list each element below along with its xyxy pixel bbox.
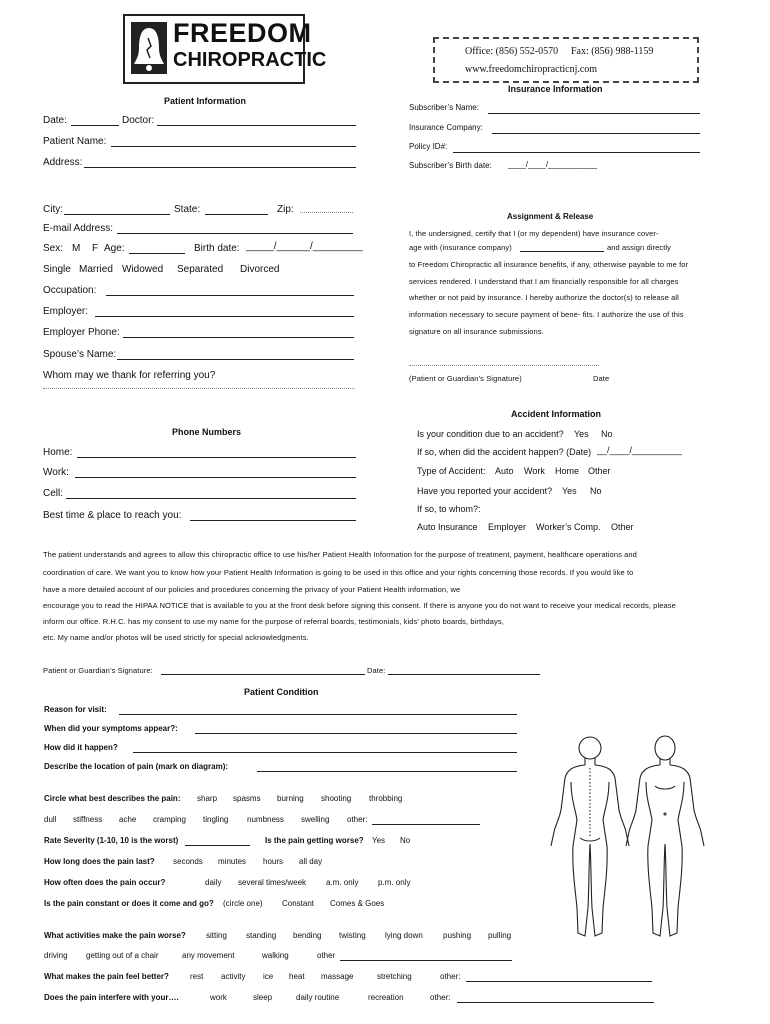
- accident-type-work[interactable]: Work: [524, 466, 545, 476]
- marital-single[interactable]: Single: [43, 264, 71, 275]
- better-other-field[interactable]: [466, 972, 652, 982]
- pain-swelling[interactable]: swelling: [301, 815, 330, 824]
- best-time-field[interactable]: [190, 510, 356, 521]
- worse-acts-label: What activities make the pain worse?: [44, 931, 186, 940]
- policy-field[interactable]: [453, 142, 700, 153]
- zip-label: Zip:: [277, 204, 294, 215]
- home-phone-label: Home:: [43, 447, 73, 458]
- act-pushing[interactable]: pushing: [443, 931, 472, 940]
- interfere-work[interactable]: work: [210, 993, 227, 1002]
- age-label: Age:: [104, 243, 125, 254]
- date-field[interactable]: [71, 115, 119, 126]
- assignment-line-6: information necessary to secure payment of bene- fits. I authorize the use of this: [409, 310, 684, 319]
- how-long-minutes[interactable]: minutes: [218, 857, 247, 866]
- better-heat[interactable]: heat: [289, 972, 305, 981]
- work-phone-label: Work:: [43, 467, 69, 478]
- occupation-label: Occupation:: [43, 285, 97, 296]
- act-driving[interactable]: driving: [44, 951, 68, 960]
- constant-circle-one: (circle one): [223, 899, 263, 908]
- referral-label: Whom may we thank for referring you?: [43, 370, 216, 381]
- subscriber-birth-field[interactable]: ____/____/___________: [508, 160, 597, 169]
- act-other-label: other: [317, 951, 336, 960]
- severity-field[interactable]: [185, 836, 250, 846]
- referral-field[interactable]: [43, 388, 355, 389]
- accident-date-field[interactable]: __/____/__________: [597, 445, 683, 455]
- better-label: What makes the pain feel better?: [44, 972, 169, 981]
- worse-no[interactable]: No: [400, 836, 411, 845]
- consent-line-1: The patient understands and agrees to allow this chiropractic office to use his/her Patient Health Information for the purpose of treatment, payment, healthcare operations and: [43, 550, 637, 559]
- consent-line-3: have a more detailed account of our policies and procedures concerning the privacy of your Patient Health information, we: [43, 585, 461, 594]
- phone-title: Phone Numbers: [172, 427, 242, 437]
- assignment-line-7: signature on all insurance submissions.: [409, 327, 544, 336]
- consent-sig-label: Patient or Guardian’s Signature:: [43, 666, 153, 675]
- pain-numbness[interactable]: numbness: [247, 815, 284, 824]
- pain-cramping[interactable]: cramping: [153, 815, 186, 824]
- act-lying-down[interactable]: lying down: [385, 931, 423, 940]
- marital-separated[interactable]: Separated: [177, 264, 224, 275]
- how-long-seconds[interactable]: seconds: [173, 857, 203, 866]
- pain-stiffness[interactable]: stiffness: [73, 815, 103, 824]
- patient-name-field[interactable]: [111, 136, 356, 147]
- comes-goes-option[interactable]: Comes & Goes: [330, 899, 385, 908]
- when-field[interactable]: [195, 724, 517, 734]
- accident-title: Accident Information: [511, 409, 602, 419]
- insurance-company-field[interactable]: [492, 123, 700, 134]
- cell-phone-label: Cell:: [43, 488, 64, 499]
- body-front-figure: [626, 736, 704, 936]
- insurance-company-label: Insurance Company:: [409, 123, 483, 132]
- date-label: Date:: [43, 115, 67, 126]
- spouse-field[interactable]: [117, 349, 354, 360]
- condition-title: Patient Condition: [244, 687, 319, 697]
- consent-line-6: etc. My name and/or photos will be used strictly for special acknowledgments.: [43, 633, 309, 642]
- better-activity[interactable]: activity: [221, 972, 246, 981]
- birth-date-field[interactable]: _____/______/_________: [246, 241, 363, 252]
- subscriber-birth-label: Subscriber’s Birth date:: [409, 161, 492, 170]
- act-other-field[interactable]: [340, 951, 512, 961]
- sex-label: Sex:: [43, 243, 64, 254]
- accident-q2: If so, when did the accident happen? (Date): [417, 447, 592, 457]
- consent-line-2: coordination of care. We want you to know how your Patient Health Information is going to be used in this office and your rights concerning those records. If you would like to: [43, 568, 634, 577]
- pain-throbbing[interactable]: throbbing: [369, 794, 403, 803]
- accident-q4-yes[interactable]: Yes: [562, 486, 577, 496]
- doctor-label: Doctor:: [122, 115, 155, 126]
- marital-divorced[interactable]: Divorced: [240, 264, 280, 275]
- pain-other-field[interactable]: [372, 815, 480, 825]
- how-often-daily[interactable]: daily: [205, 878, 222, 887]
- clinic-logo: [123, 14, 327, 84]
- accident-type-other[interactable]: Other: [588, 466, 611, 476]
- whom-workers-comp[interactable]: Worker’s Comp.: [536, 522, 601, 532]
- email-field[interactable]: [117, 223, 353, 234]
- act-getting-out-chair[interactable]: getting out of a chair: [86, 951, 159, 960]
- patient-info-title: Patient Information: [164, 96, 247, 106]
- consent-date-field[interactable]: [388, 666, 540, 675]
- policy-label: Policy ID#:: [409, 142, 448, 151]
- whom-other[interactable]: Other: [611, 522, 634, 532]
- act-twisting[interactable]: twisting: [339, 931, 366, 940]
- how-often-am[interactable]: a.m. only: [326, 878, 359, 887]
- assignment-signature-field[interactable]: [409, 365, 599, 366]
- when-label: When did your symptoms appear?:: [44, 724, 178, 733]
- how-often-several[interactable]: several times/week: [238, 878, 307, 887]
- pain-other-label: other:: [347, 815, 368, 824]
- reason-field[interactable]: [119, 705, 517, 715]
- accident-q3: Type of Accident:: [417, 466, 486, 476]
- how-often-label: How often does the pain occur?: [44, 878, 166, 887]
- accident-type-home[interactable]: Home: [555, 466, 580, 476]
- email-label: E-mail Address:: [43, 223, 114, 234]
- accident-type-auto[interactable]: Auto: [495, 466, 514, 476]
- assignment-sig-label: (Patient or Guardian’s Signature): [409, 374, 522, 383]
- pain-dull[interactable]: dull: [44, 815, 57, 824]
- constant-option[interactable]: Constant: [282, 899, 315, 908]
- how-long-hours[interactable]: hours: [263, 857, 284, 866]
- act-any-movement[interactable]: any movement: [182, 951, 235, 960]
- pain-burning[interactable]: burning: [277, 794, 304, 803]
- home-phone-field[interactable]: [77, 447, 356, 458]
- assignment-line-2: age with (insurance company): [409, 243, 512, 252]
- assignment-company-field[interactable]: [520, 243, 604, 252]
- severity-label: Rate Severity (1-10, 10 is the worst): [44, 836, 179, 845]
- marital-widowed[interactable]: Widowed: [122, 264, 164, 275]
- accident-q4: Have you reported your accident?: [417, 486, 553, 496]
- interfere-daily-routine[interactable]: daily routine: [296, 993, 340, 1002]
- doctor-field[interactable]: [157, 115, 356, 126]
- how-field[interactable]: [133, 743, 517, 753]
- employer-phone-field[interactable]: [123, 327, 354, 338]
- marital-married[interactable]: Married: [79, 264, 113, 275]
- pain-sharp[interactable]: sharp: [197, 794, 218, 803]
- accident-q1: Is your condition due to an accident?: [417, 429, 564, 439]
- whom-auto-insurance[interactable]: Auto Insurance: [417, 522, 478, 532]
- office-phone: Office: (856) 552-0570: [465, 46, 559, 57]
- better-massage[interactable]: massage: [321, 972, 354, 981]
- employer-field[interactable]: [95, 306, 354, 317]
- assignment-title: Assignment & Release: [507, 212, 594, 221]
- consent-line-5: inform our office. R.H.C. has my consent to use my name for the purpose of referral boards, testimonials, kids’ photo boards, birthdays,: [43, 617, 504, 626]
- state-field[interactable]: [205, 204, 268, 215]
- body-diagram[interactable]: [545, 728, 745, 948]
- sex-f-option[interactable]: F: [92, 243, 99, 254]
- better-ice[interactable]: ice: [263, 972, 274, 981]
- sex-m-option[interactable]: M: [72, 243, 81, 254]
- how-long-all-day[interactable]: all day: [299, 857, 323, 866]
- logo-line2: CHIROPRACTIC: [173, 49, 327, 71]
- occupation-field[interactable]: [106, 285, 354, 296]
- constant-label: Is the pain constant or does it come and go?: [44, 899, 214, 908]
- pain-shooting[interactable]: shooting: [321, 794, 352, 803]
- better-stretching[interactable]: stretching: [377, 972, 412, 981]
- insurance-title: Insurance Information: [508, 84, 603, 94]
- act-pulling[interactable]: pulling: [488, 931, 512, 940]
- how-often-pm[interactable]: p.m. only: [378, 878, 411, 887]
- body-back-figure: [551, 737, 629, 936]
- state-label: State:: [174, 204, 201, 215]
- birth-date-label: Birth date:: [194, 243, 240, 254]
- best-time-label: Best time & place to reach you:: [43, 510, 182, 521]
- city-field[interactable]: [64, 204, 170, 215]
- assignment-line-2b: and assign directly: [607, 243, 672, 252]
- employer-label: Employer:: [43, 306, 89, 317]
- assignment-line-3: to Freedom Chiropractic all insurance benefits, if any, otherwise payable to me for: [409, 260, 689, 269]
- subscriber-label: Subscriber’s Name:: [409, 103, 479, 112]
- subscriber-field[interactable]: [488, 103, 700, 114]
- address-label: Address:: [43, 157, 83, 168]
- city-label: City:: [43, 204, 63, 215]
- interfere-recreation[interactable]: recreation: [368, 993, 404, 1002]
- pain-tingling[interactable]: tingling: [203, 815, 229, 824]
- address-field[interactable]: [84, 157, 356, 168]
- reason-label: Reason for visit:: [44, 705, 107, 714]
- interfere-sleep[interactable]: sleep: [253, 993, 273, 1002]
- better-other-label: other:: [440, 972, 461, 981]
- describe-label: Describe the location of pain (mark on diagram):: [44, 762, 229, 771]
- work-phone-field[interactable]: [75, 467, 356, 478]
- worse-question: Is the pain getting worse?: [265, 836, 364, 845]
- whom-employer[interactable]: Employer: [488, 522, 527, 532]
- assignment-date-label: Date: [593, 374, 610, 383]
- assignment-line-4: services rendered. I understand that I am financially responsible for all charges: [409, 277, 679, 286]
- better-rest[interactable]: rest: [190, 972, 204, 981]
- logo-line1: FREEDOM: [173, 18, 312, 48]
- age-field[interactable]: [129, 243, 185, 254]
- describe-field[interactable]: [257, 762, 517, 772]
- patient-name-label: Patient Name:: [43, 136, 107, 147]
- interfere-other-field[interactable]: [457, 993, 654, 1003]
- pain-spasms[interactable]: spasms: [233, 794, 261, 803]
- how-label: How did it happen?: [44, 743, 118, 752]
- website: www.freedomchiropracticnj.com: [465, 64, 598, 75]
- act-standing[interactable]: standing: [246, 931, 277, 940]
- interfere-label: Does the pain interfere with your….: [44, 993, 179, 1002]
- consent-date-label: Date:: [367, 666, 386, 675]
- pain-ache[interactable]: ache: [119, 815, 137, 824]
- assignment-line-1: I, the undersigned, certify that I (or my dependent) have insurance cover-: [409, 229, 659, 238]
- assignment-line-5: whether or not paid by insurance. I hereby authorize the doctor(s) to release all: [409, 293, 679, 302]
- circle-label: Circle what best describes the pain:: [44, 794, 181, 803]
- accident-q1-no[interactable]: No: [601, 429, 613, 439]
- spouse-label: Spouse’s Name:: [43, 349, 117, 360]
- employer-phone-label: Employer Phone:: [43, 327, 120, 338]
- fax-number: Fax: (856) 988-1159: [571, 46, 654, 57]
- accident-q5: If so, to whom?:: [417, 504, 481, 514]
- consent-line-4: encourage you to read the HIPAA NOTICE that is available to you at the front desk before signing this consent. If there is anyone you do not want to receive your medical records, please: [43, 601, 676, 610]
- cell-phone-field[interactable]: [66, 488, 356, 499]
- contact-box: [433, 37, 699, 83]
- consent-signature-field[interactable]: [161, 666, 365, 675]
- liberty-bell-icon: [129, 20, 169, 76]
- accident-q1-yes[interactable]: Yes: [574, 429, 589, 439]
- how-long-label: How long does the pain last?: [44, 857, 155, 866]
- worse-yes[interactable]: Yes: [372, 836, 386, 845]
- interfere-other-label: other:: [430, 993, 451, 1002]
- act-bending[interactable]: bending: [293, 931, 322, 940]
- zip-field[interactable]: [300, 212, 353, 213]
- act-walking[interactable]: walking: [262, 951, 289, 960]
- accident-q4-no[interactable]: No: [590, 486, 602, 496]
- act-sitting[interactable]: sitting: [206, 931, 227, 940]
